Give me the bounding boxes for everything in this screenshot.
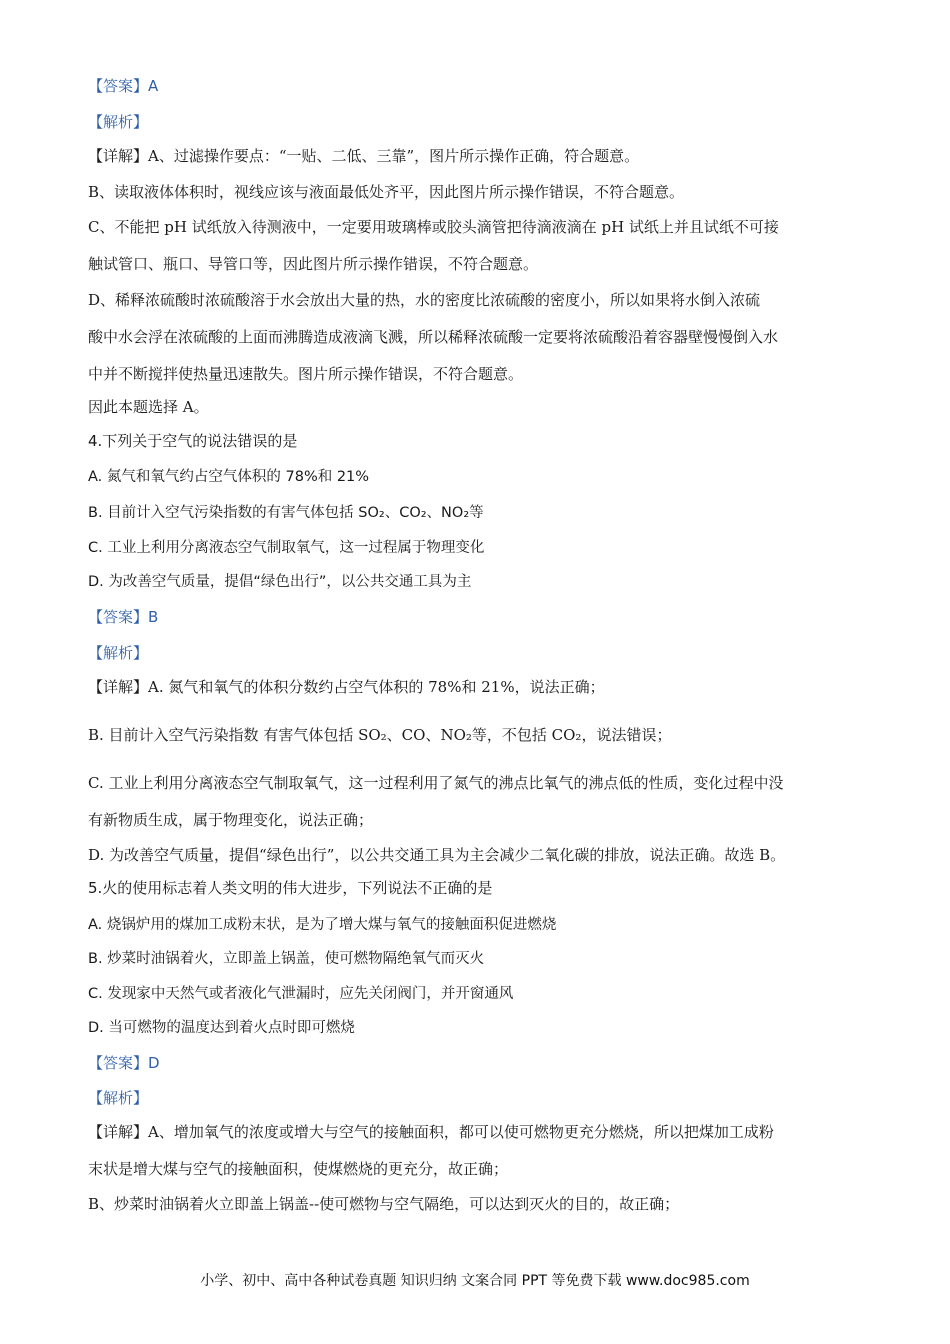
question-4-option-b: B. 目前计入空气污染指数的有害气体包括 SO₂、CO₂、NO₂等 [88, 505, 484, 521]
answer-label-q3: 【答案】A [88, 77, 159, 95]
detail-paragraph: D、稀释浓硫酸时浓硫酸溶于水会放出大量的热，水的密度比浓硫酸的密度小，所以如果将水倒入浓硫 [88, 291, 761, 309]
detail-paragraph: 触试管口、瓶口、导管口等，因此图片所示操作错误，不符合题意。 [88, 255, 539, 273]
detail-paragraph: C、不能把 pH 试纸放入待测液中，一定要用玻璃棒或胶头滴管把待滴液滴在 pH 试纸上并且试纸不可接 [88, 218, 779, 236]
detail-paragraph: 有新物质生成，属于物理变化，说法正确； [88, 811, 374, 829]
detail-paragraph: 末状是增大煤与空气的接触面积，使煤燃烧的更充分，故正确； [88, 1160, 509, 1178]
question-4-stem: 4.下列关于空气的说法错误的是 [88, 432, 298, 450]
question-5-option-a: A. 烧锅炉用的煤加工成粉末状，是为了增大煤与氧气的接触面积促进燃烧 [88, 917, 557, 933]
page-footer: 小学、初中、高中各种试卷真题 知识归纳 文案合同 PPT 等免费下载 www.doc985.com [200, 1273, 750, 1289]
detail-paragraph: 【详解】A. 氮气和氧气的体积分数约占空气体积的 78%和 21%，说法正确； [88, 678, 605, 696]
detail-paragraph: 中并不断搅拌使热量迅速散失。图片所示操作错误，不符合题意。 [88, 365, 524, 383]
question-4-option-d: D. 为改善空气质量，提倡“绿色出行”，以公共交通工具为主 [88, 574, 472, 590]
detail-paragraph: B. 目前计入空气污染指数 有害气体包括 SO₂、CO、NO₂等，不包括 CO₂，说法错误； [88, 726, 672, 744]
detail-paragraph: D. 为改善空气质量，提倡“绿色出行”，以公共交通工具为主会减少二氧化碳的排放，说法正确。故选 B。 [88, 846, 786, 864]
detail-paragraph: 【详解】A、增加氧气的浓度或增大与空气的接触面积，都可以使可燃物更充分燃烧，所以把煤加工成粉 [88, 1123, 774, 1141]
answer-label-q5: 【答案】D [88, 1054, 160, 1072]
analysis-label-q4: 【解析】 [88, 644, 149, 662]
question-4-option-c: C. 工业上利用分离液态空气制取氧气，这一过程属于物理变化 [88, 540, 485, 556]
answer-label-q4: 【答案】B [88, 608, 159, 626]
detail-paragraph: C. 工业上利用分离液态空气制取氧气，这一过程利用了氮气的沸点比氧气的沸点低的性质，变化过程中没 [88, 774, 784, 792]
detail-paragraph: B、读取液体体积时，视线应该与液面最低处齐平，因此图片所示操作错误，不符合题意。 [88, 183, 685, 201]
conclusion-line: 因此本题选择 A。 [88, 398, 209, 416]
question-4-option-a: A. 氮气和氧气约占空气体积的 78%和 21% [88, 469, 370, 485]
question-5-option-d: D. 当可燃物的温度达到着火点时即可燃烧 [88, 1020, 355, 1036]
detail-paragraph: 【详解】A、过滤操作要点：“一贴、二低、三靠”，图片所示操作正确，符合题意。 [88, 147, 640, 165]
analysis-label-q3: 【解析】 [88, 113, 149, 131]
analysis-label-q5: 【解析】 [88, 1089, 149, 1107]
detail-paragraph: 酸中水会浮在浓硫酸的上面而沸腾造成液滴飞溅，所以稀释浓硫酸一定要将浓硫酸沿着容器壁慢慢倒入水 [88, 328, 779, 346]
question-5-stem: 5.火的使用标志着人类文明的伟大进步，下列说法不正确的是 [88, 879, 493, 897]
detail-paragraph: B、炒菜时油锅着火立即盖上锅盖--使可燃物与空气隔绝，可以达到灭火的目的，故正确； [88, 1195, 680, 1213]
question-5-option-b: B. 炒菜时油锅着火，立即盖上锅盖，使可燃物隔绝氧气而灭火 [88, 951, 485, 967]
question-5-option-c: C. 发现家中天然气或者液化气泄漏时，应先关闭阀门，并开窗通风 [88, 986, 514, 1002]
